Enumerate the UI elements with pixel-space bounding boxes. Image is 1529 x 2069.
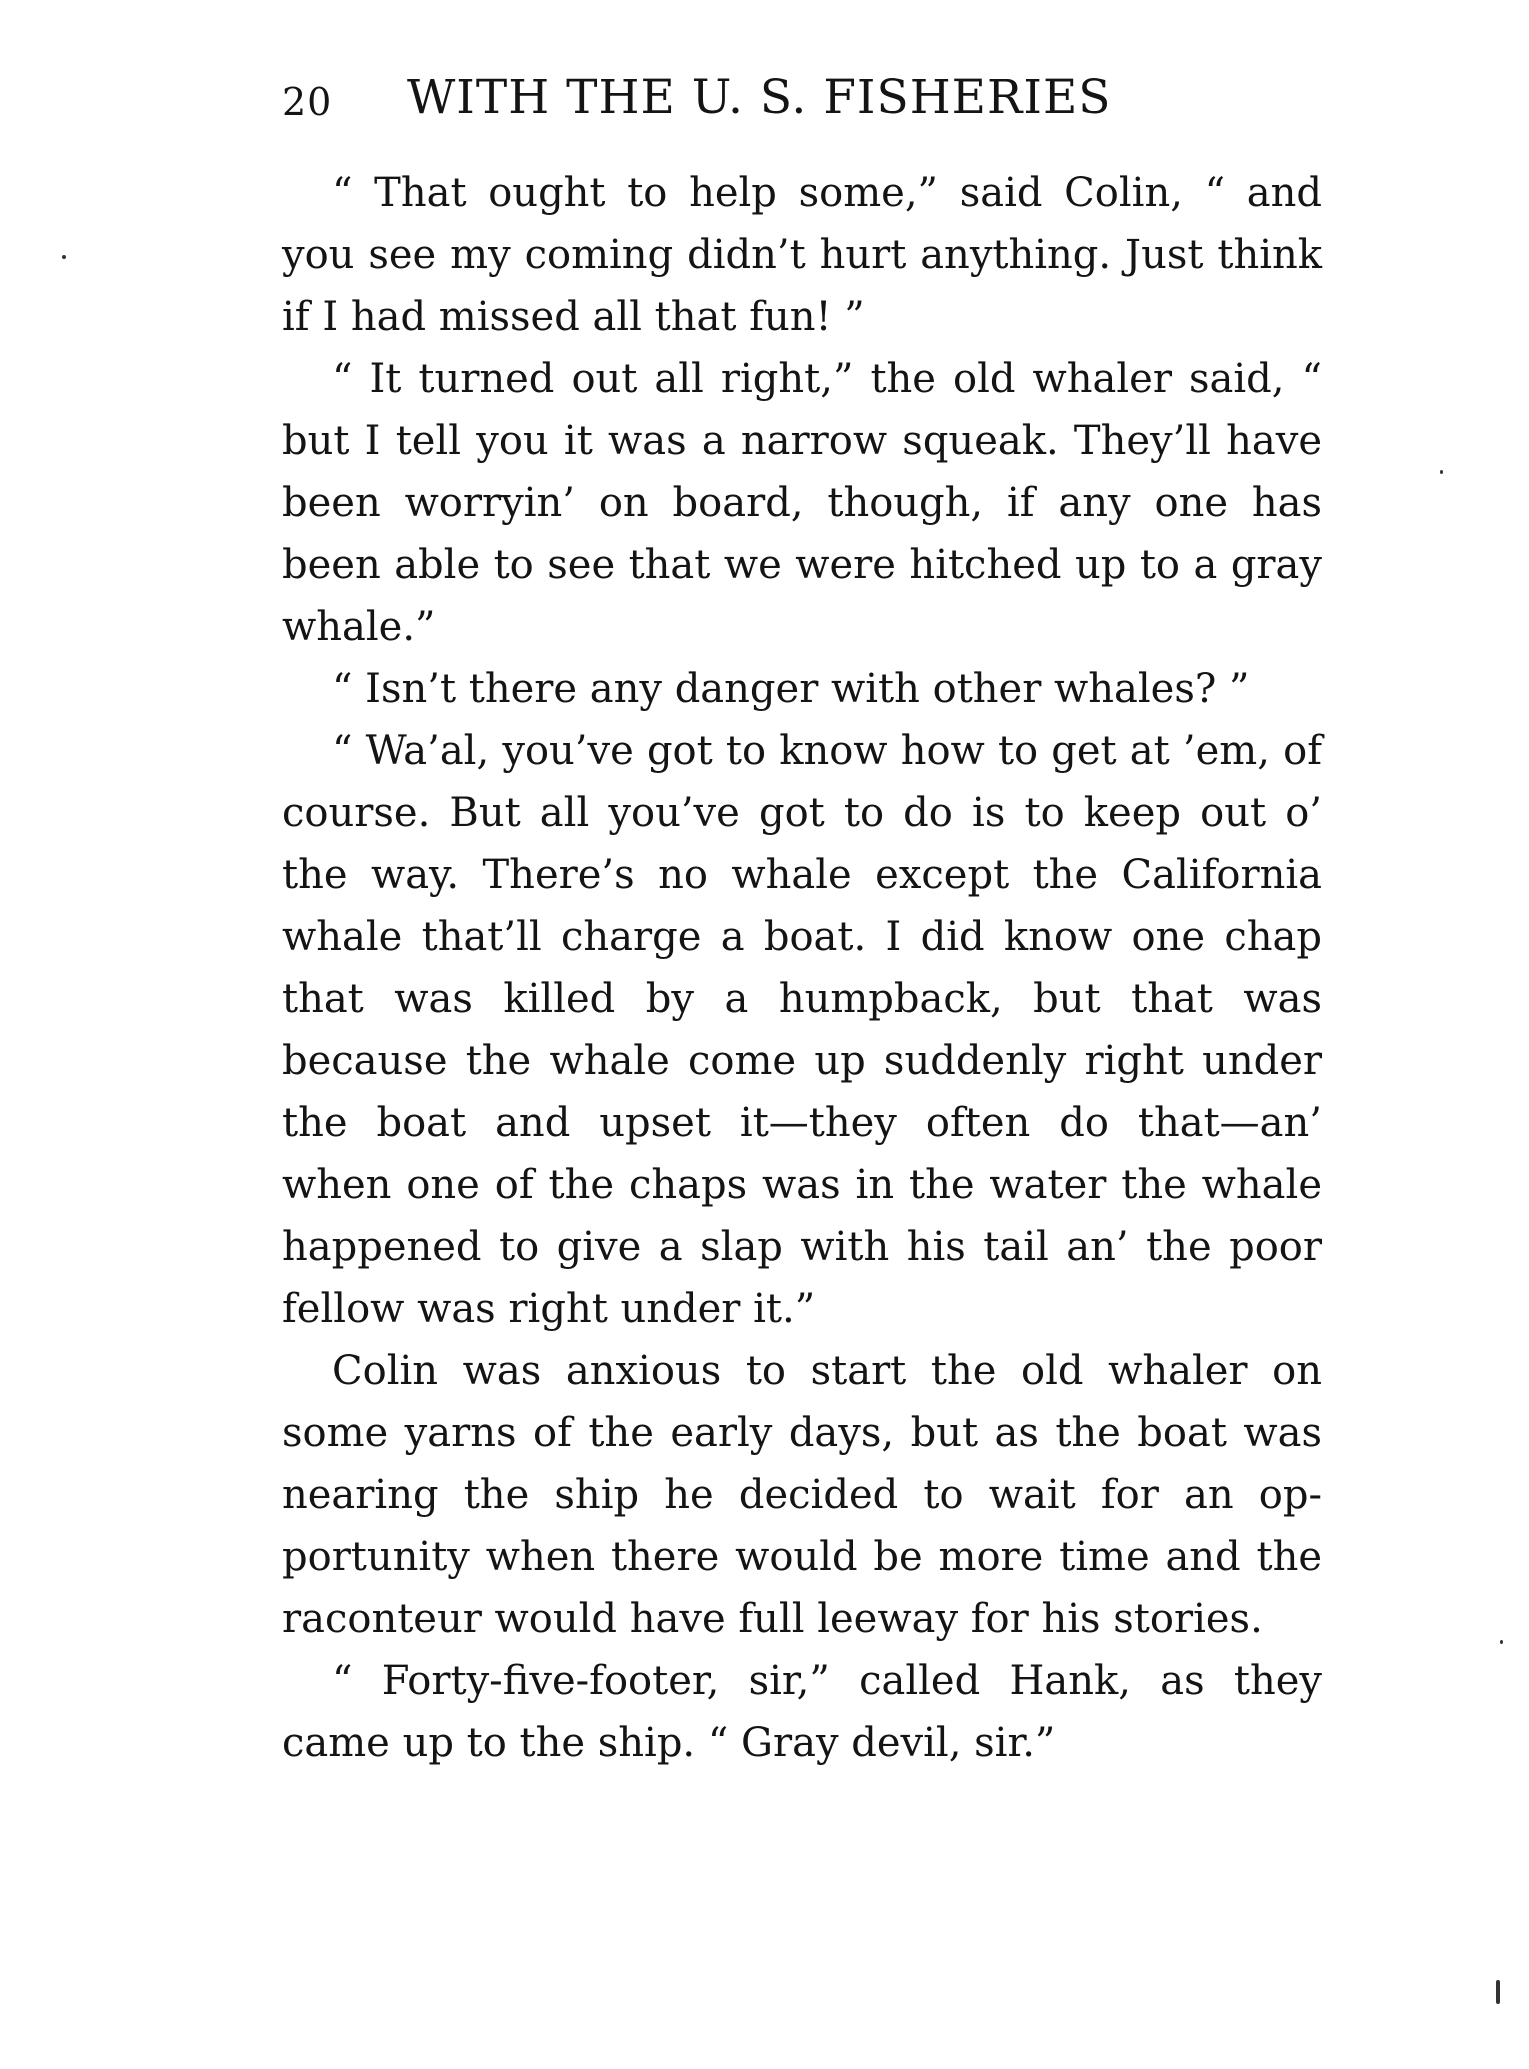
paragraph: Colin was anxious to start the old whaler on some yarns of the early days, but as the boat was nearing the ship he decided to wait for an opportunity when there would be more time and the raconteur would have full leeway for his stories. — [282, 1348, 1322, 1642]
paragraph: “ It turned out all right,” the old whaler said, “ but I tell you it was a narrow squeak. They’ll have been worryin’ on board, though, if any one has been able to see that we were hitched up to a gray whale.” — [282, 356, 1322, 650]
body-text — [282, 162, 1322, 1774]
running-head: WITH THE U. S. FISHERIES — [407, 70, 1112, 125]
paragraph: “ That ought to help some,” said Colin, “ and you see my coming didn’t hurt anything. Just think if I had missed all that fun! ” — [282, 170, 1322, 340]
page-number: 20 — [282, 80, 333, 124]
paragraph: “ Wa’al, you’ve got to know how to get at ’em, of course. But all you’ve got to do is to keep out o’ the way. There’s no whale except the California whale that’ll charge a boat. I did know one chap that was killed by a humpback, but that was because the whale come up suddenly right under the boat and upset it—they often do that—an’ when one of the chaps was in the water the whale happened to give a slap with his tail an’ the poor fellow was right under it.” — [282, 728, 1322, 1332]
scan-speck — [1496, 1980, 1500, 2004]
scan-speck — [1500, 1640, 1503, 1644]
scan-speck — [62, 255, 66, 259]
paragraph: “ Forty-five-footer, sir,” called Hank, as they came up to the ship. “ Gray devil, sir.” — [282, 1658, 1322, 1766]
scan-speck — [1440, 470, 1443, 474]
paragraph: “ Isn’t there any danger with other whales? ” — [332, 666, 1250, 712]
page-header — [282, 70, 1212, 140]
